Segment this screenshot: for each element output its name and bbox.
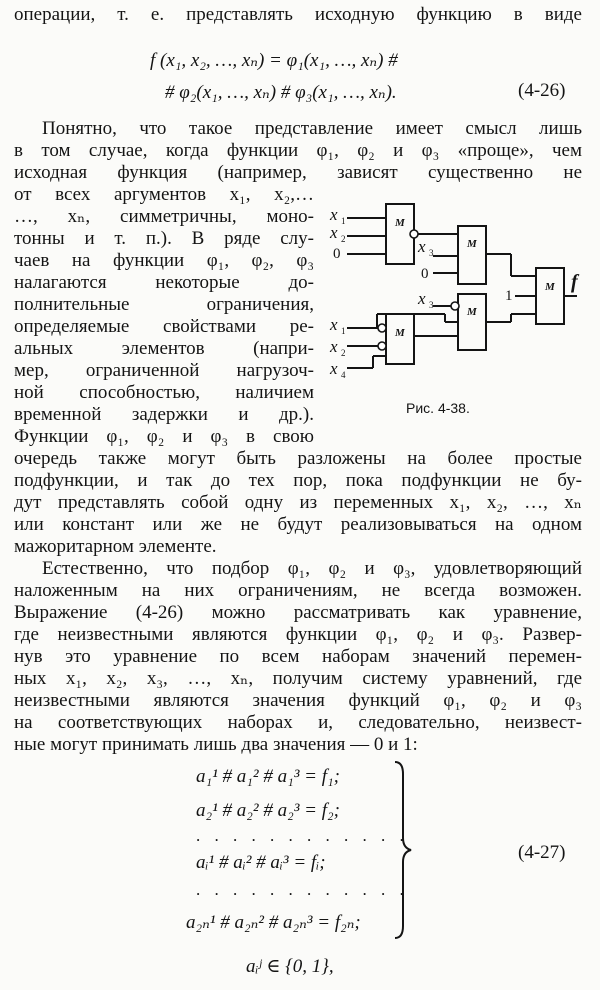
input-label: x xyxy=(330,223,338,242)
text-line: чаев на функции φ₁, φ₂, φ₃ xyxy=(14,250,314,271)
subscript: 2 xyxy=(341,348,346,358)
text-line: на соответствующих наборах и, следовательно, неизвест- xyxy=(14,712,582,733)
text-line: временной задержки и др.). xyxy=(14,404,314,425)
right-brace xyxy=(393,760,413,940)
text-line: нув это уравнение по всем наборам значений перемен- xyxy=(14,646,582,667)
text-line: Выражение (4-26) можно рассматривать как уравнение, xyxy=(14,602,582,623)
subscript: 3 xyxy=(429,248,434,258)
input-label: 0 xyxy=(421,266,429,282)
input-label: x xyxy=(418,289,426,308)
input-label: 0 xyxy=(333,246,341,262)
const-one-label: 1 xyxy=(505,288,513,304)
text-line: неизвестными являются значения функций φ₁, φ₂ и φ₃ xyxy=(14,690,582,711)
input-label: x xyxy=(418,237,426,256)
text-line: определяемые свойствами ре- xyxy=(14,316,314,337)
majority-gate-4 xyxy=(536,268,564,324)
text-line: наложенным на них ограничениям, не всегда возможен. xyxy=(14,580,582,601)
circuit-figure xyxy=(325,196,585,396)
equation-number-4-27: (4-27) xyxy=(518,842,566,863)
equation-4-27-row: a₁¹ # a₁² # a₁³ = f₁; xyxy=(196,766,340,787)
input-label: x xyxy=(330,337,338,356)
text-line: дут представлять собой одну из переменных x₁, x₂, …, xₙ xyxy=(14,492,582,513)
input-label: x xyxy=(330,205,338,224)
text-line: подфункции, и так до тех пор, пока подфункции не бу- xyxy=(14,470,582,491)
equation-4-26-line2: # φ₂(x₁, …, xₙ) # φ₃(x₁, …, xₙ). xyxy=(165,82,397,103)
majority-gate-2 xyxy=(458,226,486,284)
ellipsis-row: . . . . . . . . . . . . xyxy=(196,826,409,845)
subscript: 4 xyxy=(341,370,346,380)
text-line: …, xₙ, симметричны, моно- xyxy=(14,206,314,227)
inverter-bubble xyxy=(410,230,418,238)
input-label: x xyxy=(330,315,338,334)
text-line: альных элементов (напри- xyxy=(14,338,314,359)
equation-4-26-line1: f (x₁, x₂, …, xₙ) = φ₁(x₁, …, xₙ) # xyxy=(150,50,398,71)
inverter-bubble xyxy=(378,324,386,332)
equation-4-27-row: a₂¹ # a₂² # a₂³ = f₂; xyxy=(196,800,340,821)
subscript: 1 xyxy=(341,326,346,336)
gate-label: M xyxy=(467,306,477,318)
equation-number-4-26: (4-26) xyxy=(518,80,566,101)
text-line: Понятно, что такое представление имеет смысл лишь xyxy=(42,118,582,139)
text-line: Естественно, что подбор φ₁, φ₂ и φ₃, удовлетворяющий xyxy=(42,558,582,579)
figure-caption: Рис. 4-38. xyxy=(406,400,470,416)
text-line: мажоритарном элементе. xyxy=(14,536,217,557)
output-label: f xyxy=(571,271,578,293)
text-line: или констант или же не будут реализовываться на одном xyxy=(14,514,582,535)
gate-label: M xyxy=(467,238,477,250)
text-line: в том случае, когда функции φ₁, φ₂ и φ₃ «проще», чем xyxy=(14,140,582,161)
majority-gate-3 xyxy=(458,294,486,350)
text-line: тонны и т. п.). В ряде слу- xyxy=(14,228,314,249)
text-line: мер, ограниченной нагрузоч- xyxy=(14,360,314,381)
gate-label: M xyxy=(395,217,405,229)
text-line: налагаются некоторые до- xyxy=(14,272,314,293)
text-line: Функции φ₁, φ₂ и φ₃ в свою xyxy=(14,426,314,447)
subscript: 1 xyxy=(341,216,346,226)
ellipsis-row: . . . . . . . . . . . . xyxy=(196,880,409,899)
inverter-bubble xyxy=(378,342,386,350)
text-line: от всех аргументов x₁, x₂,… xyxy=(14,184,314,205)
text-line: исходная функция (например, зависят существенно не xyxy=(14,162,582,183)
majority-gate-5 xyxy=(386,314,414,364)
text-line: операции, т. е. представлять исходную функцию в виде xyxy=(14,4,582,25)
equation-4-27-row: a₂ₙ¹ # a₂ₙ² # a₂ₙ³ = f₂ₙ; xyxy=(186,912,361,933)
text-line: ной способностью, наличием xyxy=(14,382,314,403)
gate-label: M xyxy=(395,327,405,339)
inverter-bubble xyxy=(451,302,459,310)
input-label: x xyxy=(330,359,338,378)
equation-4-27-row: aᵢ¹ # aᵢ² # aᵢ³ = fᵢ; xyxy=(196,852,326,873)
text-line: полнительные ограничения, xyxy=(14,294,314,315)
subscript: 3 xyxy=(429,300,434,310)
text-line: очередь также могут быть разложены на более простые xyxy=(14,448,582,469)
text-line: где неизвестными являются функции φ₁, φ₂ и φ₃. Развер- xyxy=(14,624,582,645)
equation-4-27-last-row: aᵢʲ ∈ {0, 1}, xyxy=(246,956,334,977)
subscript: 2 xyxy=(341,234,346,244)
text-line: ные могут принимать лишь два значения — 0 и 1: xyxy=(14,734,418,755)
gate-label: M xyxy=(545,281,555,293)
text-line: ных x₁, x₂, x₃, …, xₙ, получим систему уравнений, где xyxy=(14,668,582,689)
